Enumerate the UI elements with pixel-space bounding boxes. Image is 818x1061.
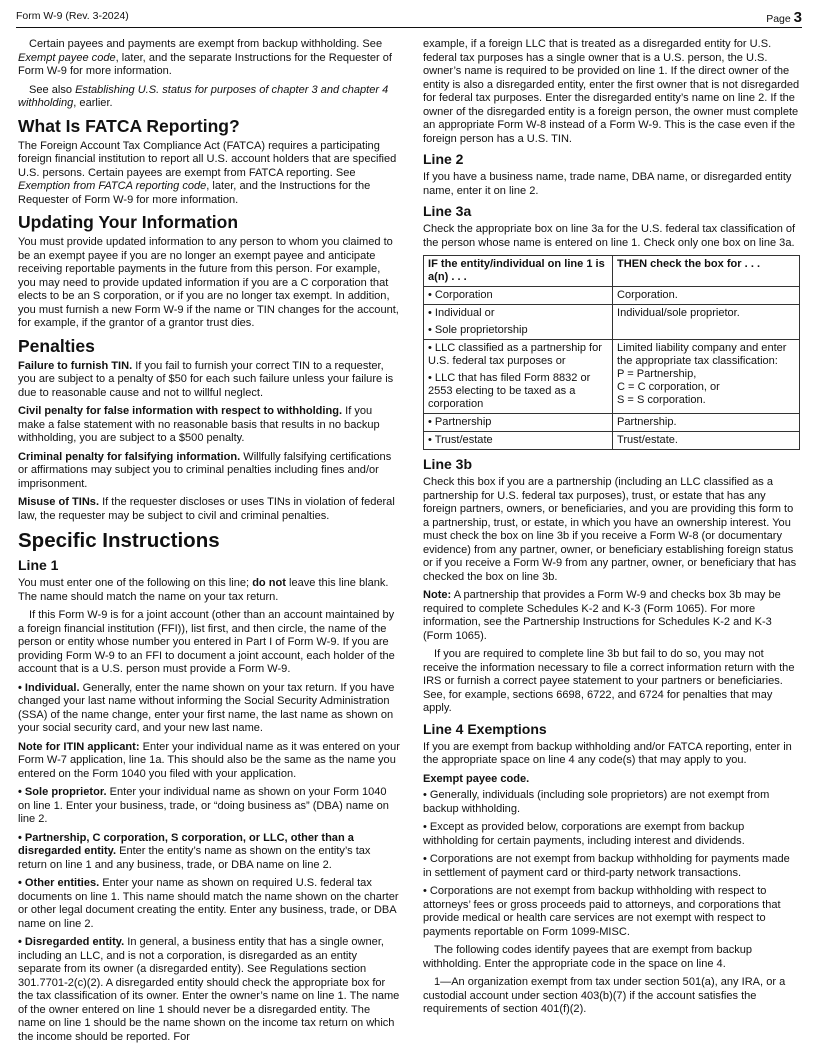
line4-paragraph: If you are exempt from backup withholding and/or FATCA reporting, enter in the appropriate space on line 4 any code(s) that may apply to you. — [423, 740, 792, 766]
form-label: Form W-9 (Rev. 3-2024) — [16, 10, 129, 22]
line3a-heading: Line 3a — [423, 203, 472, 219]
updating-heading: Updating Your Information — [18, 212, 239, 232]
table-row — [424, 287, 800, 305]
itin-note-paragraph: Note for ITIN applicant: Enter your individual name as it was entered on your Form W-7 application, line 1a. This should also be the same as the name you entered on the Form 1040 you filed with your application. — [18, 740, 400, 780]
line3a-paragraph: Check the appropriate box on line 3a for the U.S. federal tax classification of the person whose name is entered on line 1. Check only one box on line 3a. — [423, 223, 796, 249]
specific-instructions-heading: Specific Instructions — [18, 529, 220, 552]
line4-heading: Line 4 Exemptions — [423, 720, 547, 737]
table-cell: • Corporation — [424, 287, 613, 305]
joint-account-paragraph: If this Form W-9 is for a joint account (other than an account maintained by a foreign financial institution (FFI)), list first, and then circle, the name of the person or entity whose number you entered in Part I of Form W-9. If you are providing Form W-9 to an FFI to document a joint account, each holder of the account that is a U.S. person must provide a Form W-9. — [18, 609, 395, 675]
list-item: • Except as provided below, corporations are exempt from backup withholding for certain payments, including interest and dividends. — [423, 821, 745, 847]
left-column — [18, 38, 400, 1049]
table-row — [424, 340, 800, 414]
table-cell: Individual/sole proprietor. — [613, 305, 800, 340]
line3b-note: Note: A partnership that provides a Form W-9 and checks box 3b may be required to complete Schedules K-2 and K-3 (Form 1065). For more information, see the Partnership Instructions for Schedules K-2 and K-3 (Form 1065). — [423, 589, 781, 642]
line3b-paragraph: Check this box if you are a partnership (including an LLC classified as a partnership for U.S. federal tax purposes), trust, or estate that has any foreign partners, owners, or beneficiaries, and you are providing this form to a partnership, trust, or estate, in which you have an ownership interest. You must check the box on line 3b if you receive a Form W-8 (or documentary evidence) from any partner, owner, or beneficiary establishing foreign status or if you receive a Form W-9 from any partner, owner, or beneficiary that has checked the box on line 3b. — [423, 476, 797, 583]
penalty-misuse: Misuse of TINs. If the requester discloses or uses TINs in violation of federal law, the requester may be subject to civil and criminal penalties. — [18, 496, 395, 522]
penalty-failure-tin: Failure to furnish TIN. If you fail to furnish your correct TIN to a requester, you are subject to a penalty of $50 for each such failure unless your failure is due to reasonable cause and not to willful neglect. — [18, 359, 394, 399]
table-cell: • Trust/estate — [424, 432, 613, 450]
page-number: 3 — [793, 9, 802, 26]
page-header — [16, 7, 802, 28]
fatca-heading: What Is FATCA Reporting? — [18, 115, 240, 136]
individual-paragraph: • Individual. Generally, enter the name shown on your tax return. If you have changed your last name without informing the Social Security Administration (SSA) of the name change, enter your first name, the last name as shown on your social security card, and your new last name. — [18, 681, 395, 734]
exempt-intro-paragraph: Certain payees and payments are exempt from backup withholding. See Exempt payee code, later, and the separate Instructions for the Requester of Form W-9 for more information. — [18, 38, 392, 77]
penalty-civil: Civil penalty for false information with respect to withholding. If you make a false statement with no reasonable basis that results in no backup withholding, you are subject to a $500 penalty. — [18, 405, 380, 444]
table-cell: Trust/estate. — [613, 432, 800, 450]
line1-paragraph: You must enter one of the following on this line; do not leave this line blank. The name should match the name on your tax return. — [18, 577, 389, 603]
table-cell: • Partnership — [424, 414, 613, 432]
list-item: • Generally, individuals (including sole proprietors) are not exempt from backup withholding. — [423, 789, 770, 815]
updating-paragraph: You must provide updated information to any person to whom you claimed to be an exempt payee if you are no longer an exempt payee and anticipate receiving reportable payments in the future from this person. For example, you may need to provide updated information if you are a C corporation that elects to be an S corporation, or if you are no longer tax exempt. In addition, you must furnish a new Form W-9 if the name or TIN changes for the account, for example, if the grantor of a grantor trust dies. — [18, 236, 399, 329]
table-row — [424, 305, 800, 340]
table-cell: Corporation. — [613, 287, 800, 305]
codes-intro-paragraph: The following codes identify payees that are exempt from backup withholding. Enter the appropriate code in the space on line 4. — [423, 944, 753, 970]
line2-paragraph: If you have a business name, trade name, DBA name, or disregarded entity name, enter it on line 2. — [423, 171, 792, 197]
penalty-criminal: Criminal penalty for falsifying information. Willfully falsifying certifications or affirmations may subject you to criminal penalties including fines and/or imprisonment. — [18, 450, 392, 490]
see-also-paragraph: See also Establishing U.S. status for purposes of chapter 3 and chapter 4 withholding, earlier. — [18, 83, 389, 109]
right-column — [423, 38, 800, 1022]
continued-paragraph: example, if a foreign LLC that is treated as a disregarded entity for U.S. federal tax purposes has a single owner that is a U.S. person, the U.S. owner’s name is required to be provided on line 1. If the direct owner of the entity is also a disregarded entity, enter the first owner that is not disregarded for federal tax purposes. Enter the disregarded entity’s name on line 2. If the owner of the disregarded entity is a foreign person, the owner must complete an appropriate Form W-8 instead of a Form W-9. This is the case even if the foreign person has a U.S. TIN. — [423, 38, 800, 145]
exempt-payee-code-heading: Exempt payee code. — [423, 772, 530, 785]
line2-heading: Line 2 — [423, 151, 464, 167]
partnership-paragraph: • Partnership, C corporation, S corporation, or LLC, other than a disregarded entity. Enter the entity’s name as shown on the entity’s tax return on line 1 and any business, trade, or DBA name on line 2. — [18, 831, 371, 871]
sole-proprietor-paragraph: • Sole proprietor. Enter your individual name as shown on your Form 1040 on line 1. Enter your business, trade, or “doing business as” (DBA) name on line 2. — [18, 786, 389, 825]
table-cell: Partnership. — [613, 414, 800, 432]
table-cell: Limited liability company and enter the appropriate tax classification: P = Partnership, C = C corporation, or S = S corporation. — [613, 340, 800, 414]
other-entities-paragraph: • Other entities. Enter your name as shown on required U.S. federal tax documents on line 1. This name should match the name shown on the charter or other legal document creating the entity. Enter any business, trade, or DBA name on line 2. — [18, 877, 399, 930]
list-item: • Corporations are not exempt from backup withholding with respect to attorneys’ fees or gross proceeds paid to attorneys, and corporations that provide medical or health care services are not exempt with respect to payments reportable on Form 1099-MISC. — [423, 885, 781, 938]
line3b-heading: Line 3b — [423, 456, 473, 472]
table-header-then: THEN check the box for . . . — [613, 256, 800, 287]
page-indicator — [766, 9, 802, 26]
list-item: • Corporations are not exempt from backup withholding for payments made in settlement of payment card or third-party network transactions. — [423, 853, 790, 879]
line1-heading: Line 1 — [18, 557, 59, 573]
fatca-paragraph: The Foreign Account Tax Compliance Act (FATCA) requires a participating foreign financial institution to report all U.S. account holders that are specified U.S. persons. Certain payees are exempt from FATCA reporting. See Exemption from FATCA reporting code, later, and the Instructions for the Requester of Form W-9 for more information. — [18, 139, 397, 206]
penalties-heading: Penalties — [18, 335, 95, 356]
table-row — [424, 432, 800, 450]
code-1-paragraph: 1—An organization exempt from tax under section 501(a), any IRA, or a custodial account under section 403(b)(7) if the account satisfies the requirements of section 401(f)(2). — [423, 976, 786, 1015]
table-cell: • Individual or • Sole proprietorship — [424, 305, 613, 340]
table-row — [424, 414, 800, 432]
classification-table — [423, 255, 800, 450]
line3b-paragraph-3: If you are required to complete line 3b but fail to do so, you may not receive the information necessary to file a correct information return with the IRS or furnish a correct payee statement to your partners or beneficiaries. See, for example, sections 6698, 6722, and 6724 for penalties that may apply. — [423, 648, 795, 714]
table-header-row — [424, 256, 800, 287]
table-header-if: IF the entity/individual on line 1 is a(n) . . . — [424, 256, 613, 287]
page-word: Page — [766, 13, 791, 25]
disregarded-entity-paragraph: • Disregarded entity. In general, a business entity that has a single owner, including an LLC, and is not a corporation, is disregarded as an entity separate from its owner (a disregarded entity). See Regulations section 301.7701-2(c)(2). A disregarded entity should check the appropriate box for the tax classification of its owner. Enter the owner’s name on line 1. The name of the owner entered on line 1 should never be a disregarded entity. The name on line 1 should be the name shown on the income tax return on which the income should be reported. For — [18, 936, 400, 1043]
table-cell: • LLC classified as a partnership for U.S. federal tax purposes or • LLC that has filed Form 8832 or 2553 electing to be taxed as a corporation — [424, 340, 613, 414]
